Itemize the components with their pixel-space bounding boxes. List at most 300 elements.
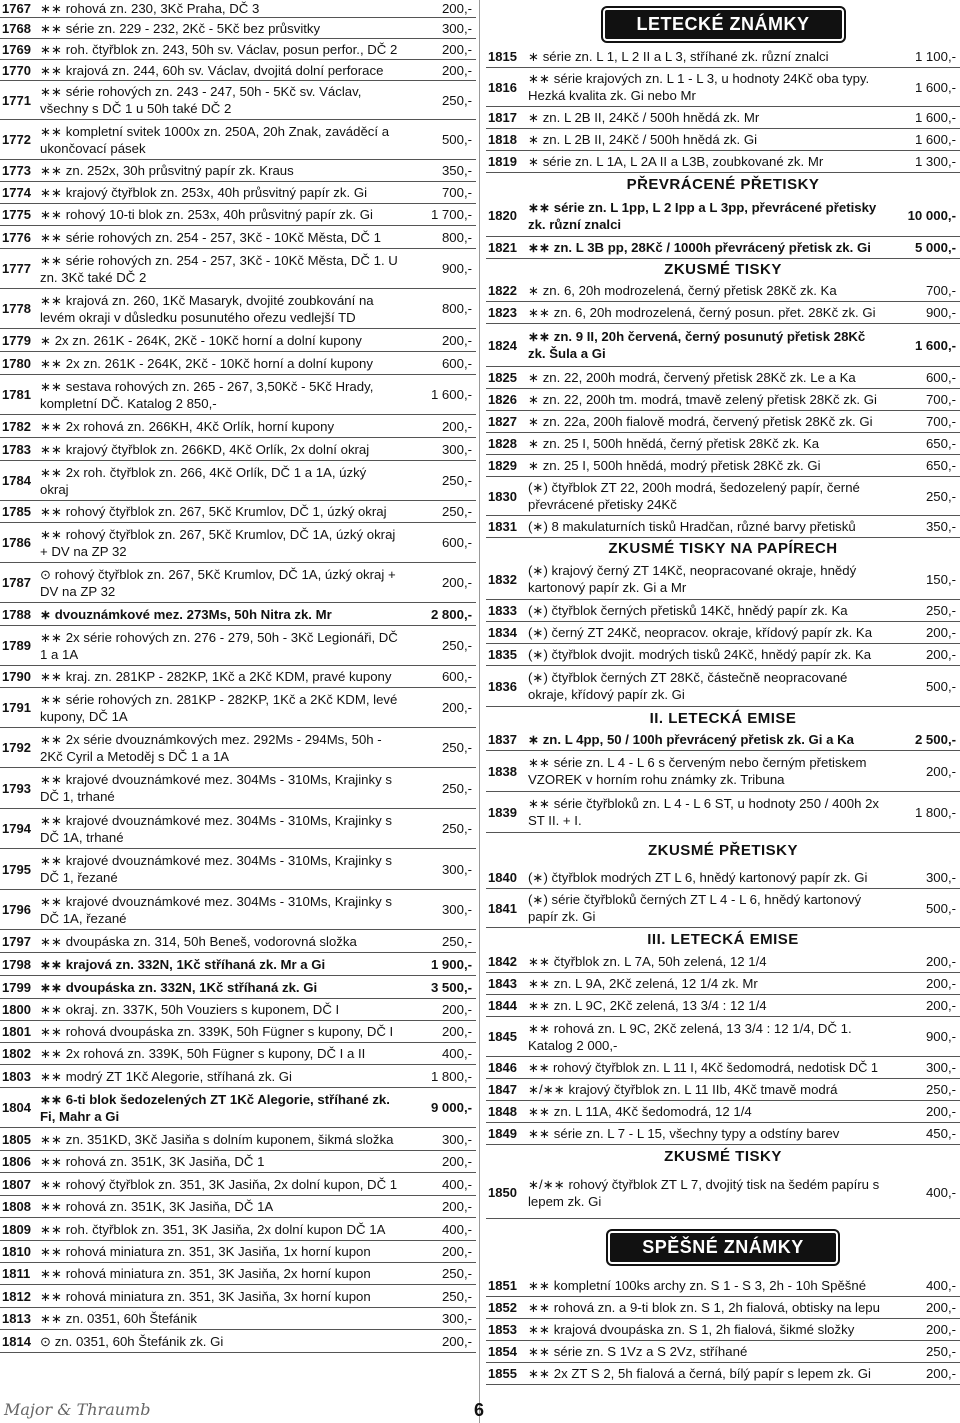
lot-description: ∗∗ krajové dvouznámkové mez. 304Ms - 310Ms, Krajinky s DČ 1, řezané: [40, 853, 392, 885]
catalog-row: [486, 367, 960, 389]
lot-price: 300,-: [441, 902, 472, 917]
catalog-row: [0, 1196, 476, 1218]
lot-price: 450,-: [925, 1126, 956, 1141]
lot-description: (∗) čtyřblok dvojit. modrých tisků 24Kč, hnědý papír zk. Ka: [528, 647, 872, 662]
catalog-row: [0, 375, 476, 415]
lot-price: 250,-: [441, 92, 472, 108]
lot-description: ∗∗ sestava rohových zn. 265 - 267, 3,50Kč - 5Kč Hrady, kompletní DČ. Katalog 2 850,-: [40, 378, 374, 411]
lot-price: 500,-: [925, 678, 956, 694]
catalog-row: [0, 953, 476, 976]
lot-price: 300,-: [925, 1060, 956, 1075]
catalog-row: [486, 477, 960, 516]
lot-number: 1813: [2, 1311, 31, 1326]
lot-price: 200,-: [925, 647, 956, 662]
lot-price: 200,-: [925, 625, 956, 640]
lot-description: ∗∗ rohová miniatura zn. 351, 3K Jasiňa, 2x horní kupon: [40, 1266, 371, 1281]
lot-price: 700,-: [925, 414, 956, 429]
lot-description: ∗ série zn. L 1, L 2 II a L 3, stříhané zk. různí znalci: [528, 49, 829, 64]
catalog-row: [486, 411, 960, 433]
lot-description: ∗∗ zn. L 11A, 4Kč šedomodrá, 12 1/4: [528, 1104, 752, 1119]
section-heading: [486, 259, 960, 280]
lot-description: ∗ 2x zn. 261K - 264K, 2Kč - 10Kč horní a dolní kupony: [40, 332, 362, 348]
lot-number: 1769: [2, 41, 31, 57]
lot-number: 1788: [2, 606, 31, 622]
lot-price: 1 600,-: [914, 79, 956, 95]
catalog-row: [486, 1363, 960, 1385]
lot-price: 200,-: [441, 1024, 472, 1039]
lot-price: 650,-: [925, 458, 956, 473]
catalog-row: [486, 559, 960, 600]
catalog-row: [0, 1263, 476, 1285]
section-heading: [486, 833, 960, 867]
lot-description: ∗∗ krajová dvoupáska zn. S 1, 2h fialová, šikmé složky: [528, 1322, 855, 1337]
lot-price: 200,-: [925, 976, 956, 991]
lot-number: 1815: [488, 49, 517, 64]
lot-number: 1836: [488, 678, 517, 694]
lot-number: 1780: [2, 355, 31, 371]
lot-description: ∗∗ 6-ti blok šedozelených ZT 1Kč Alegorie, stříhané zk. Fi, Mahr a Gi: [40, 1091, 390, 1124]
lot-number: 1851: [488, 1278, 517, 1293]
lot-number: 1832: [488, 571, 517, 587]
lot-number: 1774: [2, 185, 31, 200]
lot-price: 150,-: [925, 571, 956, 587]
lot-number: 1843: [488, 976, 517, 991]
catalog-row: [486, 1079, 960, 1101]
lot-price: 1 300,-: [914, 154, 956, 169]
catalog-row: [486, 889, 960, 928]
lot-description: ∗∗ rohová dvoupáska zn. 339K, 50h Fügner s kupony, DČ I: [40, 1024, 394, 1039]
lot-description: (∗) čtyřblok modrých ZT L 6, hnědý kartonový papír zk. Gi: [528, 870, 868, 885]
lot-price: 200,-: [925, 1300, 956, 1315]
lot-description: ∗∗ dvoupáska zn. 314, 50h Beneš, vodorovná složka: [40, 933, 357, 949]
section-heading-text: ZKUSMÉ TISKY NA PAPÍRECH: [608, 540, 838, 557]
catalog-row: [486, 729, 960, 751]
lot-description: (∗) čtyřblok ZT 22, 200h modrá, šedozelený papír, černé převrácené přetisky 24Kč: [528, 480, 860, 512]
catalog-row: [0, 1021, 476, 1043]
catalog-row: [0, 1173, 476, 1196]
section-heading-text: ZKUSMÉ TISKY: [664, 261, 782, 278]
catalog-row: [0, 352, 476, 375]
lot-price: 400,-: [441, 1221, 472, 1237]
lot-description: ∗∗ rohová zn. a 9-ti blok zn. S 1, 2h fialová, obtisky na lepu: [528, 1300, 880, 1315]
catalog-row: [0, 1285, 476, 1308]
lot-number: 1800: [2, 1002, 31, 1017]
lot-number: 1838: [488, 763, 517, 779]
lot-number: 1827: [488, 414, 517, 429]
lot-price: 200,-: [441, 1, 472, 16]
catalog-row: [486, 973, 960, 995]
lot-price: 1 100,-: [914, 49, 956, 64]
section-heading: [486, 173, 960, 195]
lot-number: 1779: [2, 332, 31, 348]
catalog-row: [0, 204, 476, 226]
lot-number: 1781: [2, 387, 31, 402]
lot-description: ∗∗ modrý ZT 1Kč Alegorie, stříhaná zk. Gi: [40, 1068, 292, 1084]
catalog-row: [486, 951, 960, 973]
lot-price: 200,-: [925, 1322, 956, 1337]
lot-description: ∗ zn. L 4pp, 50 / 100h převrácený přetisk zk. Gi a Ka: [528, 732, 854, 747]
lot-description: ∗∗ série rohových zn. 254 - 257, 3Kč - 10Kč Města, DČ 1. U zn. 3Kč také DČ 2: [40, 252, 398, 285]
lot-description: ∗∗ 2x rohová zn. 266KH, 4Kč Orlík, horní kupony: [40, 418, 335, 434]
section-heading: [486, 928, 960, 951]
lot-price: 500,-: [441, 132, 472, 147]
lot-number: 1855: [488, 1366, 517, 1381]
lot-description: (∗) 8 makulaturních tisků Hradčan, různé barvy přetisků: [528, 519, 856, 534]
catalog-row: [486, 1275, 960, 1297]
catalog-row: [486, 751, 960, 792]
lot-number: 1773: [2, 163, 31, 178]
lot-description: ∗∗ rohový čtyřblok zn. 267, 5Kč Krumlov, DČ 1, úzký okraj: [40, 504, 387, 519]
catalog-row: [0, 160, 476, 182]
lot-price: 200,-: [925, 1104, 956, 1119]
section-heading-text: PŘEVRÁCENÉ PŘETISKY: [626, 175, 820, 193]
lot-description: ∗ zn. L 2B II, 24Kč / 500h hnědá zk. Mr: [528, 110, 760, 125]
lot-number: 1842: [488, 954, 517, 969]
lot-number: 1786: [2, 535, 31, 550]
lot-price: 600,-: [925, 370, 956, 385]
lot-number: 1837: [488, 732, 517, 747]
lot-price: 300,-: [441, 861, 472, 877]
lot-description: ∗∗ série čtyřbloků zn. L 4 - L 6 ST, u hodnoty 250 / 400h 2x ST II. + I.: [528, 796, 879, 828]
lot-number: 1820: [488, 208, 517, 223]
lot-description: ∗∗ rohová zn. L 9C, 2Kč zelená, 13 3/4 : 12 1/4, DČ 1. Katalog 2 000,-: [528, 1020, 852, 1053]
lot-price: 250,-: [925, 603, 956, 618]
lot-price: 1 600,-: [914, 132, 956, 147]
lot-number: 1846: [488, 1060, 517, 1075]
lot-price: 200,-: [441, 418, 472, 434]
lot-number: 1793: [2, 780, 31, 796]
lot-price: 250,-: [441, 504, 472, 519]
lot-number: 1833: [488, 603, 517, 618]
lot-description: ∗∗ krajová zn. 260, 1Kč Masaryk, dvojité zoubkování na levém okraji v důsledku posunutého ořezu vedlejší TD: [40, 292, 374, 325]
lot-number: 1775: [2, 207, 31, 222]
catalog-row: [0, 289, 476, 329]
lot-description: ∗∗ série zn. S 1Vz a S 2Vz, stříhané: [528, 1344, 748, 1359]
catalog-row: [486, 1341, 960, 1363]
lot-number: 1804: [2, 1100, 31, 1115]
lot-description: ⊙ rohový čtyřblok zn. 267, 5Kč Krumlov, DČ 1A, úzký okraj + DV na ZP 32: [40, 566, 396, 599]
section-heading-text: LETECKÉ ZNÁMKY: [603, 8, 844, 41]
right-column: [486, 2, 960, 1385]
catalog-row: [486, 68, 960, 107]
lot-price: 10 000,-: [907, 208, 956, 223]
lot-description: ∗∗ dvoupáska zn. 332N, 1Kč stříhaná zk. Gi: [40, 979, 318, 995]
lot-price: 200,-: [441, 700, 472, 715]
lot-price: 250,-: [441, 638, 472, 653]
catalog-row: [0, 930, 476, 953]
lot-number: 1828: [488, 436, 517, 451]
lot-number: 1840: [488, 870, 517, 885]
lot-price: 600,-: [441, 355, 472, 371]
catalog-row: [486, 1123, 960, 1145]
catalog-row: [486, 600, 960, 622]
lot-description: ∗∗ kompletní svitek 1000x zn. 250A, 20h Znak, zaváděcí a ukončovací pásek: [40, 123, 390, 156]
lot-price: 350,-: [441, 163, 472, 178]
catalog-row: [0, 249, 476, 289]
lot-description: ∗ zn. L 2B II, 24Kč / 500h hnědá zk. Gi: [528, 132, 758, 147]
lot-price: 1 600,-: [914, 110, 956, 125]
lot-price: 3 500,-: [430, 979, 472, 995]
lot-description: ∗∗ série zn. 229 - 232, 2Kč - 5Kč bez průsvitky: [40, 20, 321, 36]
catalog-row: [486, 516, 960, 538]
section-heading-text: ZKUSMÉ TISKY: [664, 1147, 782, 1165]
lot-price: 250,-: [441, 473, 472, 488]
catalog-row: [486, 644, 960, 666]
lot-price: 800,-: [441, 229, 472, 245]
lot-price: 250,-: [441, 740, 472, 755]
lot-description: ∗∗ zn. 252x, 30h průsvitný papír zk. Kraus: [40, 163, 294, 178]
lot-price: 600,-: [441, 669, 472, 684]
lot-number: 1794: [2, 821, 31, 836]
catalog-row: [0, 728, 476, 768]
lot-price: 250,-: [441, 1288, 472, 1304]
catalog-row: [0, 501, 476, 523]
lot-number: 1806: [2, 1154, 31, 1169]
lot-price: 250,-: [441, 780, 472, 796]
section-heading: [486, 1219, 960, 1275]
catalog-row: [486, 455, 960, 477]
lot-description: ∗∗ krajové dvouznámkové mez. 304Ms - 310Ms, Krajinky s DČ 1A, řezané: [40, 893, 392, 926]
catalog-row: [0, 0, 476, 18]
lot-description: ∗∗ krajové dvouznámkové mez. 304Ms - 310Ms, Krajinky s DČ 1A, trhané: [40, 812, 392, 845]
lot-description: ∗ dvouznámkové mez. 273Ms, 50h Nitra zk. Mr: [40, 606, 332, 622]
lot-description: ∗∗ rohová miniatura zn. 351, 3K Jasiňa, 1x horní kupon: [40, 1244, 371, 1259]
lot-price: 250,-: [925, 488, 956, 504]
lot-description: ∗ zn. 25 I, 500h hnědá, černý přetisk 28Kč zk. Ka: [528, 436, 820, 451]
lot-description: ∗∗ krajová zn. 332N, 1Kč stříhaná zk. Mr a Gi: [40, 956, 326, 972]
catalog-row: [0, 329, 476, 352]
lot-description: ∗∗ rohový čtyřblok zn. 267, 5Kč Krumlov, DČ 1A, úzký okraj + DV na ZP 32: [40, 526, 396, 559]
lot-description: ∗∗ roh. čtyřblok zn. 243, 50h sv. Václav, posun perfor., DČ 2: [40, 41, 398, 57]
footer-logo: Major & Thraumb: [4, 1400, 151, 1419]
lot-number: 1798: [2, 956, 31, 972]
lot-number: 1834: [488, 625, 517, 640]
catalog-row: [0, 563, 476, 603]
lot-number: 1854: [488, 1344, 517, 1359]
lot-number: 1807: [2, 1176, 31, 1192]
lot-description: ∗∗ okraj. zn. 337K, 50h Vouziers s kuponem, DČ I: [40, 1002, 340, 1017]
catalog-row: [486, 792, 960, 833]
lot-description: ∗∗ zn. L 3B pp, 28Kč / 1000h převrácený přetisk zk. Gi: [528, 240, 871, 255]
lot-description: ⊙ zn. 0351, 60h Štefánik zk. Gi: [40, 1333, 224, 1349]
catalog-row: [0, 626, 476, 666]
lot-description: ∗∗ krajová zn. 244, 60h sv. Václav, dvojitá dolní perforace: [40, 62, 384, 78]
catalog-row: [486, 302, 960, 324]
lot-price: 200,-: [441, 1154, 472, 1169]
lot-description: ∗∗ zn. 0351, 60h Štefánik: [40, 1311, 198, 1326]
section-heading: [486, 538, 960, 559]
lot-number: 1770: [2, 62, 31, 78]
lot-number: 1822: [488, 283, 517, 298]
lot-description: ∗∗ série zn. L 1pp, L 2 Ipp a L 3pp, převrácené přetisky zk. různí znalci: [528, 199, 877, 232]
catalog-row: [0, 999, 476, 1021]
catalog-row: [0, 81, 476, 120]
catalog-row: [0, 603, 476, 626]
lot-number: 1783: [2, 441, 31, 457]
section-heading-text: II. LETECKÁ EMISE: [649, 709, 797, 727]
section-heading-text: III. LETECKÁ EMISE: [647, 931, 799, 948]
section-heading: [486, 707, 960, 729]
catalog-row: [486, 622, 960, 644]
lot-description: ∗/∗∗ krajový čtyřblok zn. L 11 IIb, 4Kč tmavě modrá: [528, 1082, 838, 1097]
catalog-row: [0, 1308, 476, 1330]
lot-number: 1771: [2, 92, 31, 108]
lot-price: 250,-: [925, 1082, 956, 1097]
lot-number: 1830: [488, 488, 517, 504]
lot-number: 1795: [2, 861, 31, 877]
lot-description: ∗∗ rohový čtyřblok zn. L 11 I, 4Kč šedomodrá, nedotisk DČ 1: [528, 1059, 879, 1075]
lot-description: ∗∗ 2x ZT S 2, 5h fialová a černá, bílý papír s lepem zk. Gi: [528, 1366, 871, 1381]
lot-number: 1805: [2, 1131, 31, 1147]
lot-price: 700,-: [441, 185, 472, 200]
lot-description: ∗∗ zn. 6, 20h modrozelená, černý posun. přet. 28Kč zk. Gi: [528, 305, 876, 320]
lot-number: 1802: [2, 1046, 31, 1061]
catalog-row: [486, 1297, 960, 1319]
lot-description: ∗∗ rohový 10-ti blok zn. 253x, 40h průsvitný papír zk. Gi: [40, 207, 373, 222]
catalog-row: [0, 809, 476, 849]
lot-price: 250,-: [441, 821, 472, 836]
lot-number: 1785: [2, 504, 31, 519]
lot-description: ∗∗ rohová miniatura zn. 351, 3K Jasiňa, 3x horní kupon: [40, 1288, 371, 1304]
section-heading-text: SPĚŠNÉ ZNÁMKY: [608, 1231, 838, 1264]
catalog-row: [0, 60, 476, 81]
lot-price: 400,-: [441, 1046, 472, 1061]
section-heading: [486, 2, 960, 46]
catalog-row: [486, 280, 960, 302]
lot-price: 200,-: [925, 1366, 956, 1381]
catalog-row: [0, 523, 476, 563]
lot-price: 350,-: [925, 519, 956, 534]
lot-price: 5 000,-: [914, 240, 956, 255]
catalog-row: [486, 389, 960, 411]
lot-number: 1839: [488, 804, 517, 820]
lot-price: 200,-: [925, 954, 956, 969]
lot-number: 1787: [2, 575, 31, 590]
catalog-row: [0, 768, 476, 809]
catalog-row: [0, 120, 476, 160]
catalog-row: [486, 324, 960, 367]
lot-description: ∗ zn. 22, 200h tm. modrá, tmavě zelený přetisk 28Kč zk. Gi: [528, 392, 877, 407]
lot-price: 1 700,-: [430, 207, 472, 222]
lot-price: 1 900,-: [430, 956, 472, 972]
lot-description: ∗∗ 2x série dvouznámkových mez. 292Ms - 294Ms, 50h - 2Kč Cyril a Metoděj s DČ 1 a 1A: [40, 731, 382, 764]
catalog-row: [0, 18, 476, 39]
lot-number: 1812: [2, 1288, 31, 1304]
lot-price: 300,-: [441, 1131, 472, 1147]
lot-number: 1799: [2, 979, 31, 995]
catalog-row: [486, 666, 960, 707]
lot-description: ∗∗ série rohových zn. 243 - 247, 50h - 5Kč sv. Václav, všechny s DČ 1 u 50h také DČ 2: [40, 84, 362, 116]
lot-price: 1 600,-: [914, 337, 956, 353]
lot-description: ∗∗ rohová zn. 351K, 3K Jasiňa, DČ 1: [40, 1154, 265, 1169]
lot-number: 1811: [2, 1266, 31, 1281]
lot-number: 1852: [488, 1300, 517, 1315]
lot-description: ∗∗ 2x roh. čtyřblok zn. 266, 4Kč Orlík, DČ 1 a 1A, úzký okraj: [40, 464, 367, 497]
lot-description: ∗∗ čtyřblok zn. L 7A, 50h zelená, 12 1/4: [528, 954, 767, 969]
lot-number: 1829: [488, 458, 517, 473]
lot-price: 600,-: [441, 535, 472, 550]
lot-price: 250,-: [441, 933, 472, 949]
catalog-row: [0, 1088, 476, 1128]
lot-description: ∗∗ kraj. zn. 281KP - 282KP, 1Kč a 2Kč KDM, pravé kupony: [40, 669, 392, 684]
lot-number: 1810: [2, 1244, 31, 1259]
lot-description: ∗∗ rohová zn. 230, 3Kč Praha, DČ 3: [40, 1, 260, 16]
lot-description: ∗∗ série rohových zn. 254 - 257, 3Kč - 10Kč Města, DČ 1: [40, 229, 381, 245]
lot-number: 1826: [488, 392, 517, 407]
lot-description: ∗∗ zn. L 9C, 2Kč zelená, 13 3/4 : 12 1/4: [528, 998, 767, 1013]
lot-number: 1848: [488, 1104, 517, 1119]
catalog-row: [486, 195, 960, 237]
lot-number: 1819: [488, 154, 517, 169]
left-column: [0, 0, 476, 1353]
lot-price: 200,-: [441, 1002, 472, 1017]
catalog-row: [0, 1241, 476, 1263]
lot-description: ∗∗ zn. 351KD, 3Kč Jasiňa s dolním kuponem, šikmá složka: [40, 1131, 394, 1147]
lot-price: 200,-: [441, 1199, 472, 1214]
lot-number: 1818: [488, 132, 517, 147]
catalog-row: [0, 666, 476, 688]
lot-number: 1814: [2, 1333, 31, 1349]
lot-description: ∗ zn. 22, 200h modrá, červený přetisk 28Kč zk. Le a Ka: [528, 370, 856, 385]
catalog-row: [486, 151, 960, 173]
lot-number: 1825: [488, 370, 517, 385]
catalog-row: [486, 237, 960, 259]
lot-price: 9 000,-: [430, 1100, 472, 1115]
lot-number: 1844: [488, 998, 517, 1013]
lot-description: ∗ zn. 25 I, 500h hnědá, modrý přetisk 28Kč zk. Gi: [528, 458, 821, 473]
lot-number: 1849: [488, 1126, 517, 1141]
catalog-row: [486, 46, 960, 68]
lot-number: 1803: [2, 1068, 31, 1084]
lot-price: 800,-: [441, 301, 472, 316]
lot-number: 1791: [2, 700, 31, 715]
lot-price: 900,-: [925, 305, 956, 320]
catalog-row: [0, 890, 476, 930]
lot-price: 650,-: [925, 436, 956, 451]
catalog-row: [486, 1167, 960, 1219]
lot-description: ∗∗ zn. 9 II, 20h červená, černý posunutý přetisk 28Kč zk. Šula a Gi: [528, 329, 866, 361]
lot-number: 1823: [488, 305, 517, 320]
lot-number: 1816: [488, 79, 517, 95]
catalog-row: [486, 1319, 960, 1341]
catalog-row: [486, 867, 960, 889]
lot-description: ∗∗ 2x zn. 261K - 264K, 2Kč - 10Kč horní a dolní kupony: [40, 355, 373, 371]
lot-description: ∗∗ rohový čtyřblok zn. 351, 3K Jasiňa, 2x dolní kupon, DČ 1: [40, 1176, 398, 1192]
lot-description: ∗/∗∗ rohový čtyřblok ZT L 7, dvojitý tisk na šedém papíru s lepem zk. Gi: [528, 1176, 880, 1209]
catalog-row: [0, 1151, 476, 1173]
lot-description: (∗) série čtyřbloků černých ZT L 4 - L 6, hnědý kartonový papír zk. Gi: [528, 892, 862, 924]
catalog-row: [486, 995, 960, 1017]
lot-number: 1777: [2, 261, 31, 276]
lot-number: 1831: [488, 519, 517, 534]
lot-number: 1767: [2, 1, 31, 16]
lot-price: 1 600,-: [430, 387, 472, 402]
lot-description: ∗∗ série krajových zn. L 1 - L 3, u hodnoty 24Kč oba typy. Hezká kvalita zk. Gi nebo Mr: [528, 71, 870, 103]
lot-price: 200,-: [925, 763, 956, 779]
lot-number: 1789: [2, 638, 31, 653]
lot-price: 250,-: [441, 1266, 472, 1281]
lot-number: 1809: [2, 1221, 31, 1237]
lot-number: 1776: [2, 229, 31, 245]
catalog-row: [0, 1330, 476, 1353]
lot-price: 250,-: [925, 1344, 956, 1359]
section-heading: [486, 1145, 960, 1167]
lot-description: (∗) čtyřblok černých přetisků 14Kč, hnědý papír zk. Ka: [528, 603, 848, 618]
catalog-row: [0, 226, 476, 249]
lot-description: ∗∗ roh. čtyřblok zn. 351, 3K Jasiňa, 2x dolní kupon DČ 1A: [40, 1221, 386, 1237]
lot-description: ∗∗ krajový čtyřblok zn. 266KD, 4Kč Orlík, 2x dolní okraj: [40, 441, 370, 457]
lot-description: ∗∗ krajový čtyřblok zn. 253x, 40h průsvitný papír zk. Gi: [40, 185, 368, 200]
